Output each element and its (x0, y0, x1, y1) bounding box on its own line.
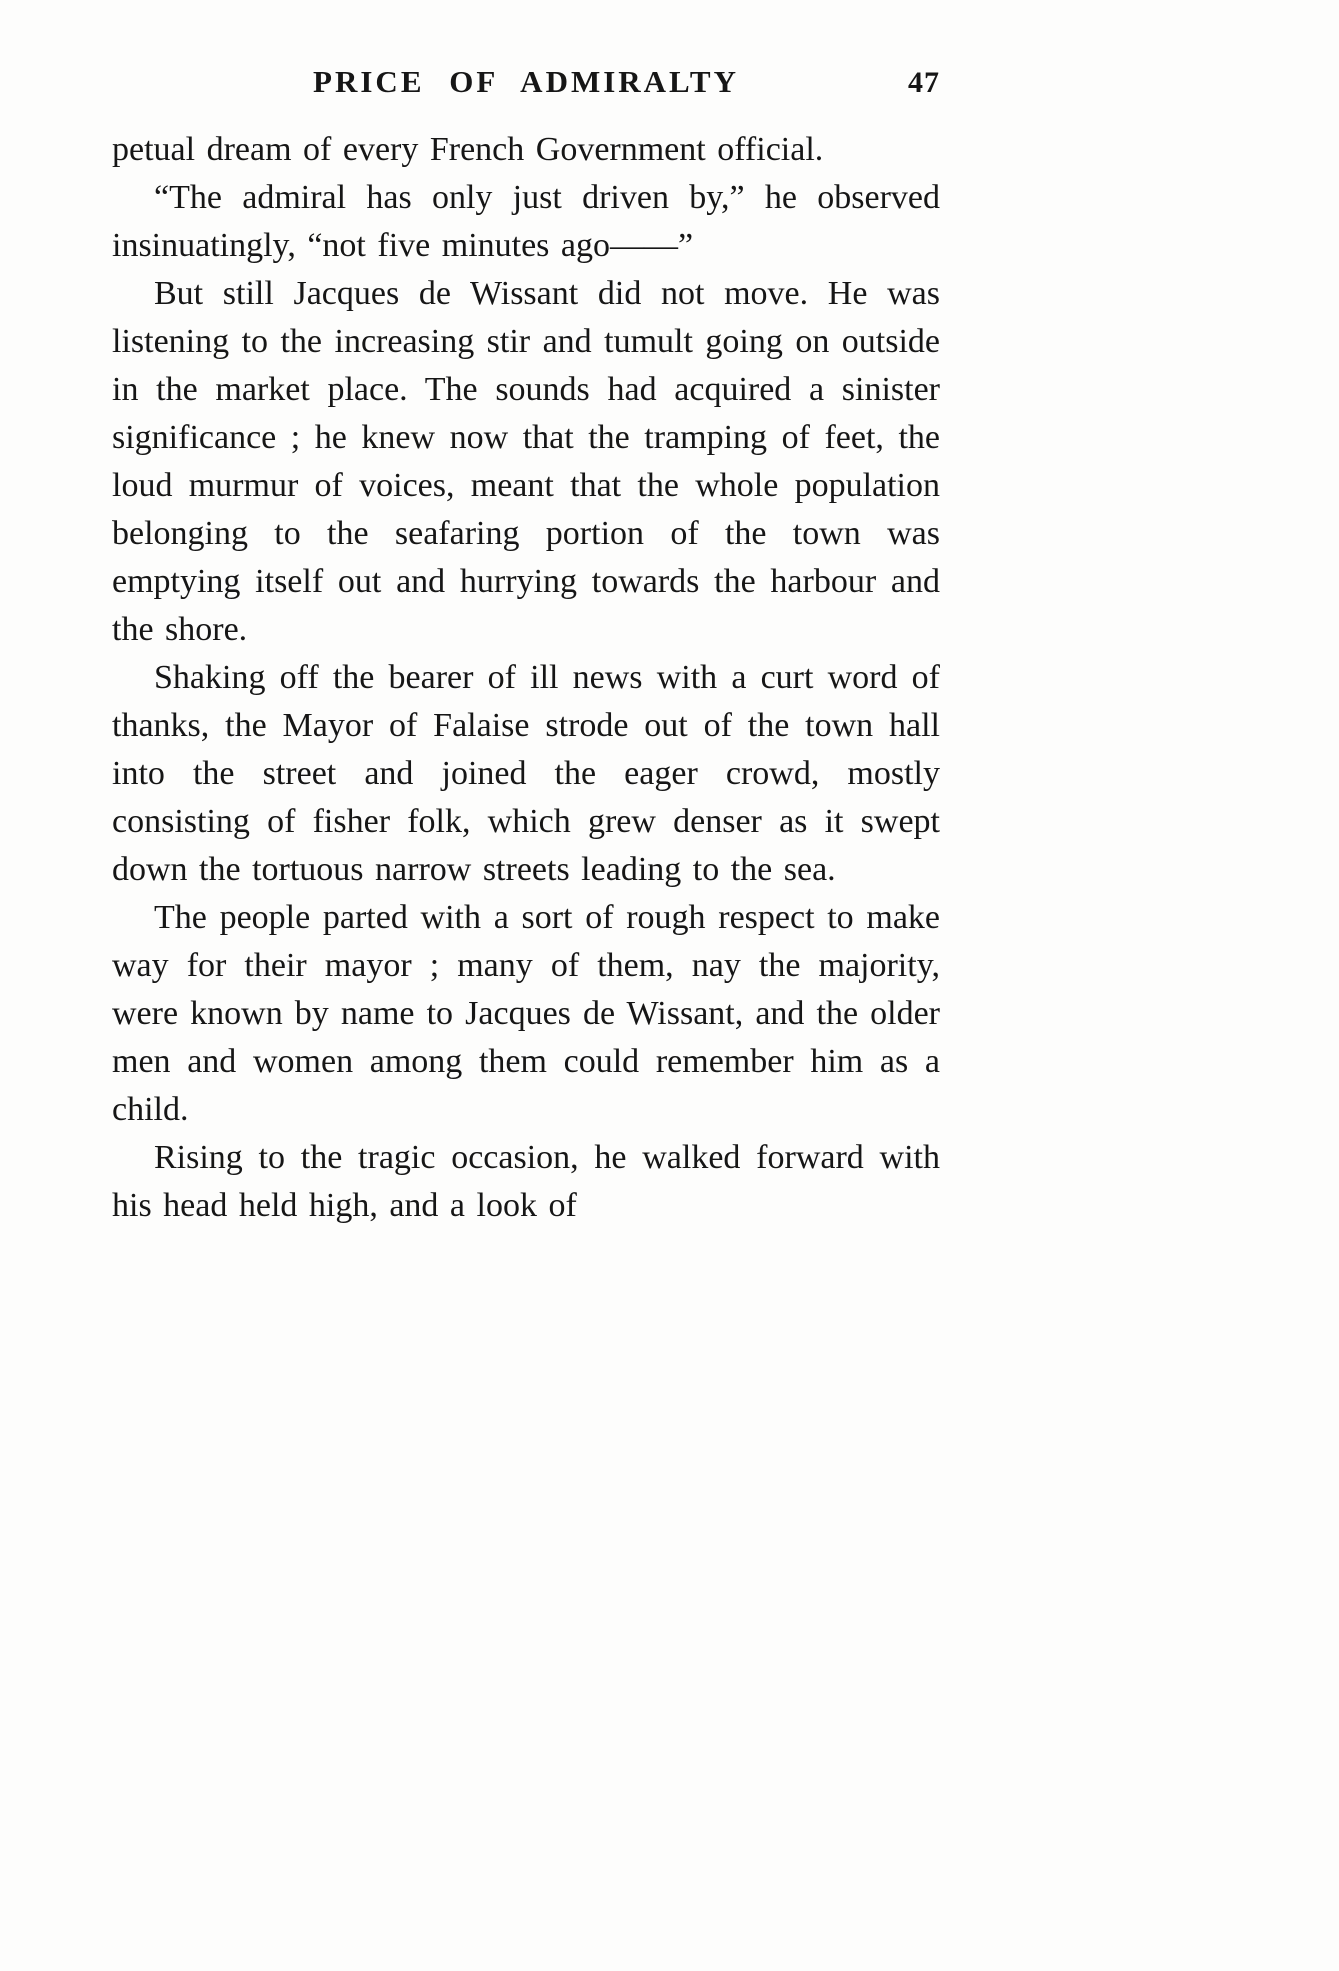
page-number: 47 (908, 66, 940, 99)
paragraph-4: Shaking off the bearer of ill news with a curt word of thanks, the Mayor of Falaise strode out of the town hall into the street and joined the eager crowd, mostly consisting of fisher folk, which grew denser as it swept down the tortuous narrow streets leading to the sea. (112, 659, 940, 888)
page-header (112, 64, 940, 112)
paragraph-5: The people parted with a sort of rough respect to make way for their mayor ; many of them, nay the majority, were known by name to Jacques de Wissant, and the older men and women among them could remember him as a child. (112, 899, 940, 1128)
paragraph-3: But still Jacques de Wissant did not move. He was listening to the increasing stir and tumult going on outside in the market place. The sounds had acquired a sinister significance ; he knew now that the tramping of feet, the loud murmur of voices, meant that the whole population belonging to the seafaring portion of the town was emptying itself out and hurrying towards the harbour and the shore. (112, 275, 940, 648)
paragraph-continuation: petual dream of every French Government official. (112, 131, 824, 168)
running-title: PRICE OF ADMIRALTY (313, 64, 739, 99)
paragraph-6: Rising to the tragic occasion, he walked forward with his head held high, and a look of (112, 1139, 940, 1224)
paragraph-dialogue: “The admiral has only just driven by,” he observed insinuatingly, “not five minutes ago——” (112, 179, 940, 264)
page-body (112, 126, 940, 1230)
